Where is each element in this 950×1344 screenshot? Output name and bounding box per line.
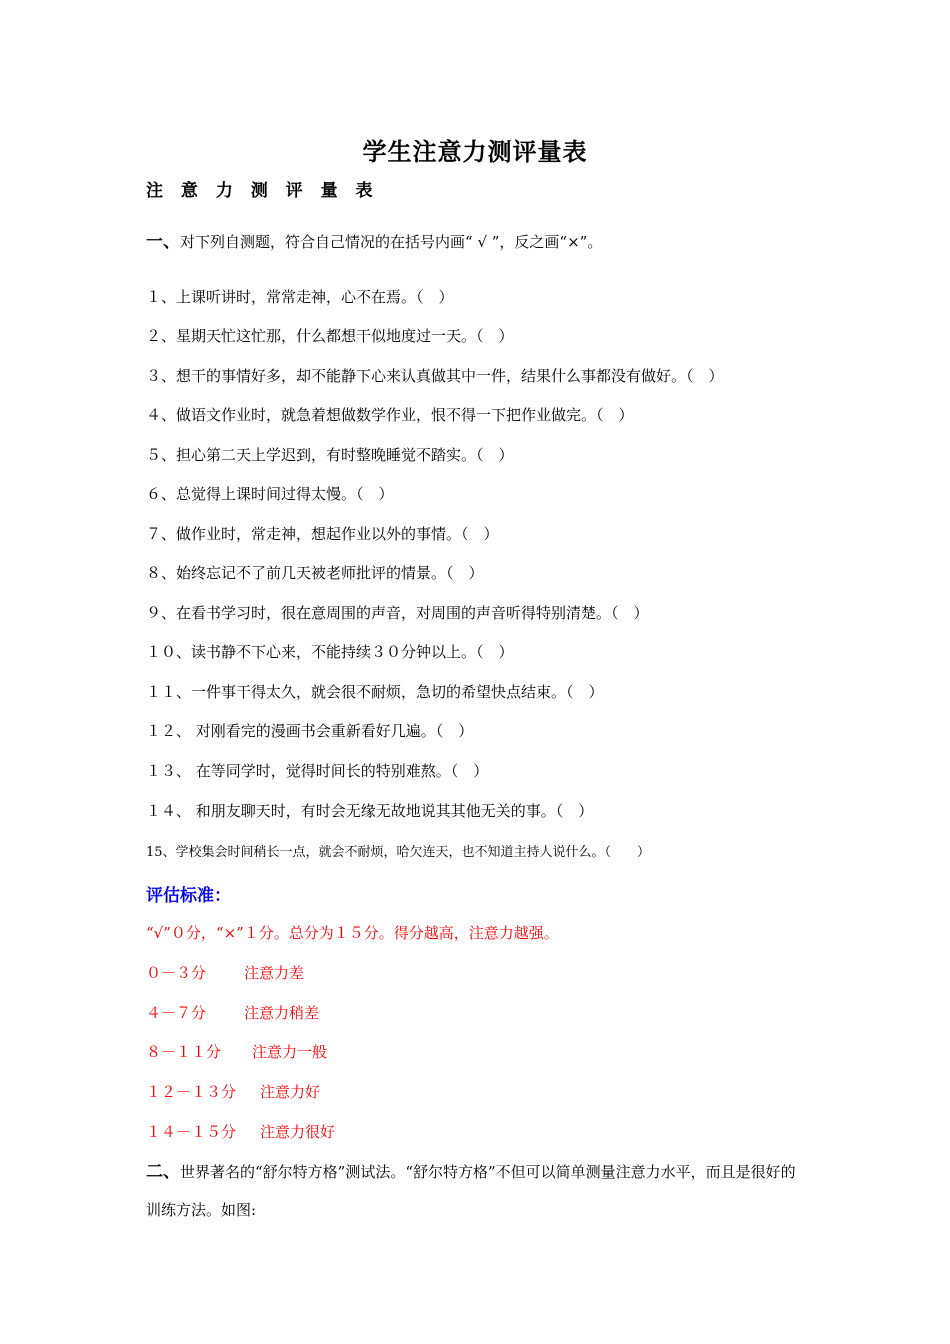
score-range: １４－１５分 [146,1123,237,1141]
question-item: ６、总觉得上课时间过得太慢。（ ） [146,485,394,503]
question-item: １１、一件事干得太久，就会很不耐烦，急切的希望快点结束。（ ） [146,683,604,701]
section-two-number: 二、 [146,1162,180,1182]
section-one-instruction [146,231,602,253]
question-item: ２、星期天忙这忙那，什么都想干似地度过一天。（ ） [146,327,514,345]
question-item: １４、 和朋友聊天时，有时会无缘无故地说其其他无关的事。（ ） [146,802,594,820]
section-one-number: 一、 [146,232,180,252]
score-label: 注意力稍差 [244,1004,320,1022]
score-label: 注意力一般 [252,1043,328,1061]
question-item: ４、做语文作业时，就急着想做数学作业，恨不得一下把作业做完。（ ） [146,406,634,424]
score-level-row [146,1002,319,1024]
score-range: ４－７分 [146,1004,207,1022]
score-label: 注意力很好 [260,1123,336,1141]
question-item: ９、在看书学习时，很在意周围的声音，对周围的声音听得特别清楚。（ ） [146,604,649,622]
score-level-row [146,1081,320,1103]
score-label: 注意力好 [260,1083,321,1101]
question-item: ８、始终忘记不了前几天被老师批评的情景。（ ） [146,564,484,582]
question-item: １、上课听讲时，常常走神，心不在焉。（ ） [146,288,454,306]
question-item: ５、担心第二天上学迟到，有时整晚睡觉不踏实。（ ） [146,446,514,464]
score-range: ８－１１分 [146,1043,222,1061]
question-item: 15、学校集会时间稍长一点，就会不耐烦，哈欠连天，也不知道主持人说什么。（ ） [146,845,651,860]
question-item: １０、读书静不下心来，不能持续３０分钟以上。（ ） [146,643,514,661]
score-level-row [146,1121,335,1143]
section-one-text: 对下列自测题，符合自己情况的在括号内画“ √ ”，反之画“×”。 [180,233,603,251]
score-range: １２－１３分 [146,1083,237,1101]
evaluation-title: 评估标准： [146,886,231,906]
question-item: ７、做作业时，常走神，想起作业以外的事情。（ ） [146,525,499,543]
section-two-paragraph [146,1153,810,1229]
score-level-row [146,962,304,984]
score-range: ０－３分 [146,964,207,982]
question-item: １２、 对刚看完的漫画书会重新看好几遍。（ ） [146,722,474,740]
section-two-text: 世界著名的“舒尔特方格”测试法。“舒尔特方格”不但可以简单测量注意力水平，而且是很好的训练方法。如图: [146,1163,796,1219]
score-level-row [146,1041,327,1063]
question-item: ３、想干的事情好多，却不能静下心来认真做其中一件，结果什么事都没有做好。（ ） [146,367,724,385]
evaluation-rule: “√”０分，“×”１分。总分为１５分。得分越高，注意力越强。 [146,924,559,942]
question-item: １３、 在等同学时，觉得时间长的特别难熬。（ ） [146,762,489,780]
page-subtitle: 注 意 力 测 评 量 表 [146,181,379,201]
page-title: 学生注意力测评量表 [362,137,588,166]
score-label: 注意力差 [244,964,305,982]
